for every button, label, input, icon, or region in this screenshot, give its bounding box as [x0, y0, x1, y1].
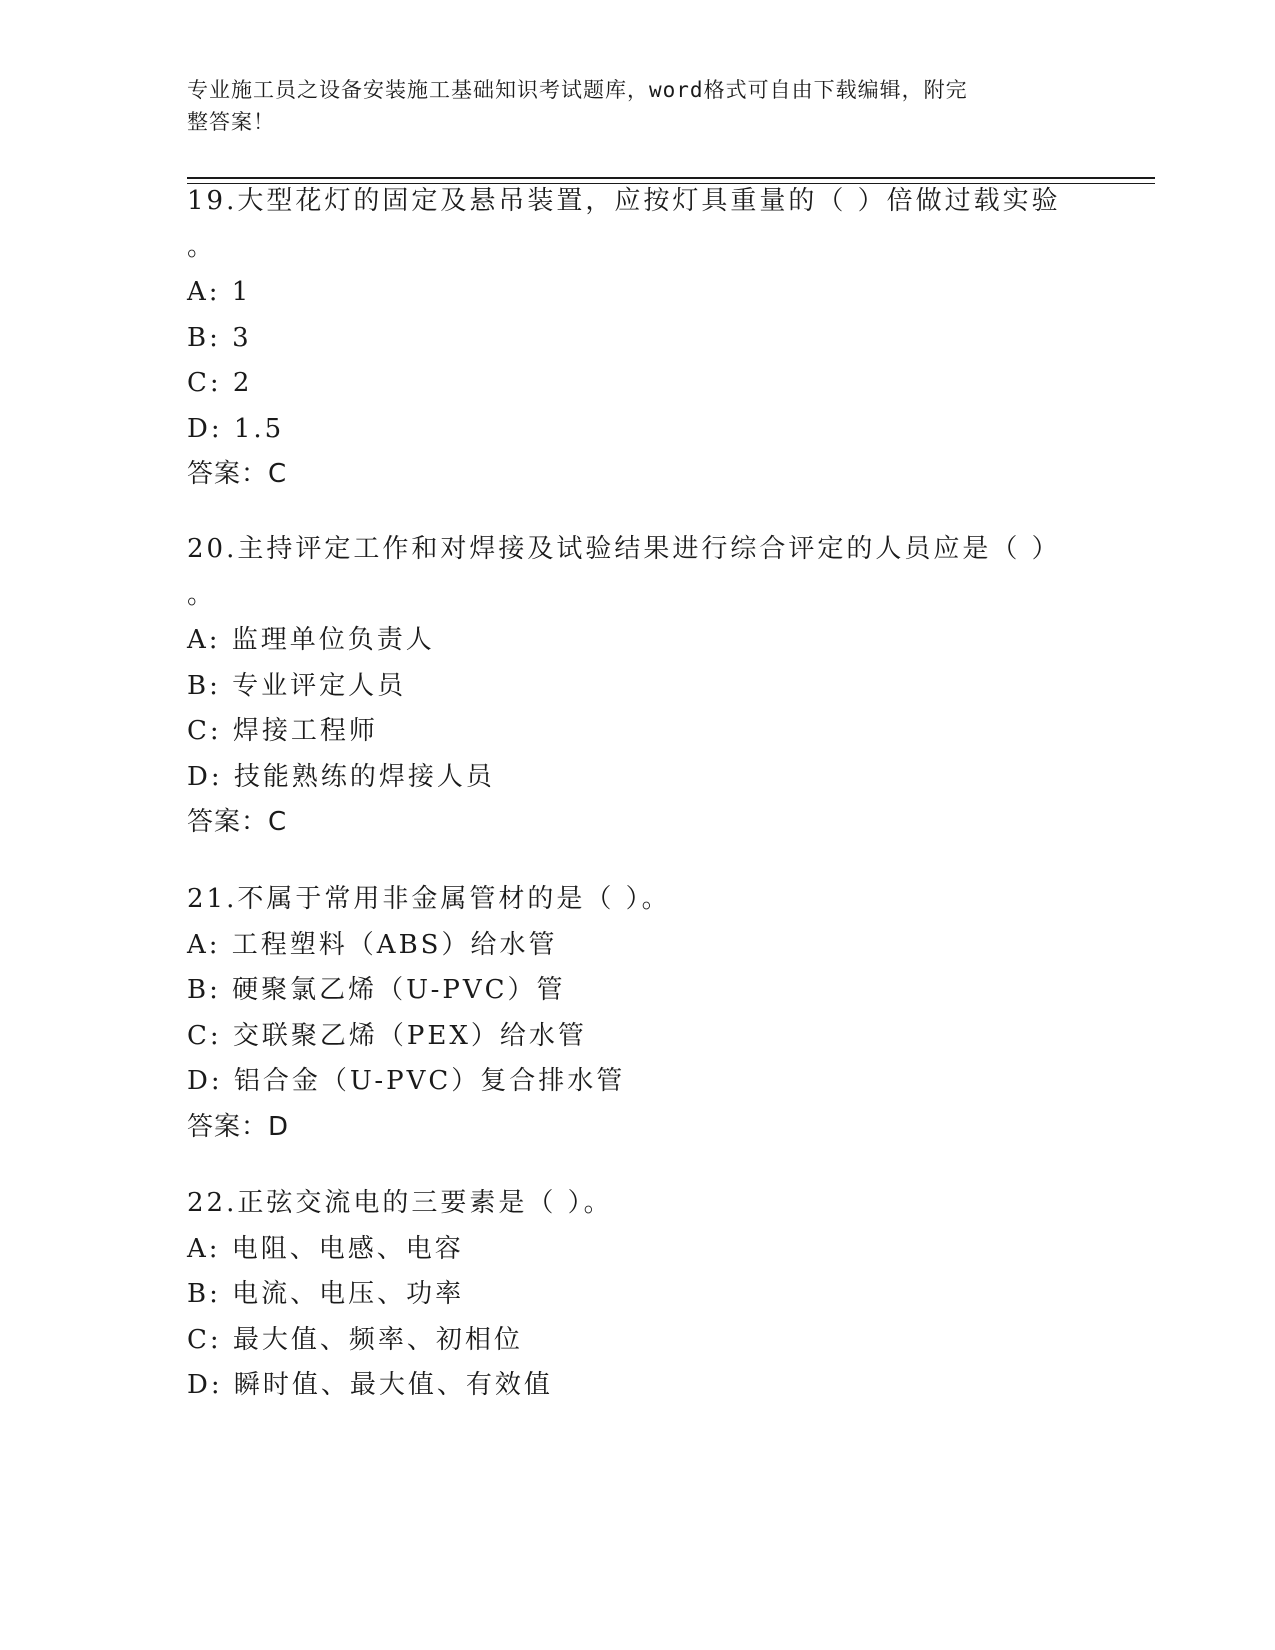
- option-d: D: 技能熟练的焊接人员: [187, 761, 495, 792]
- question-stem: 21.不属于常用非金属管材的是（ ）。: [187, 884, 671, 914]
- option-c: C: 2: [187, 368, 253, 398]
- question-22: [187, 1181, 1087, 1409]
- option-c: C: 交联聚乙烯（PEX）给水管: [187, 1020, 587, 1051]
- option-b: B: 电流、电压、功率: [187, 1279, 465, 1309]
- option-b: B: 硬聚氯乙烯（U-PVC）管: [187, 975, 566, 1005]
- option-b: B: 3: [187, 322, 252, 353]
- option-a: A: 监理单位负责人: [187, 625, 435, 655]
- question-stem: 22.正弦交流电的三要素是（ ）。: [187, 1188, 613, 1218]
- answer-label: 答案：C: [187, 459, 288, 489]
- document-header: [187, 74, 1067, 138]
- option-d: D: 瞬时值、最大值、有效值: [187, 1370, 553, 1400]
- question-stem-continuation: 。: [187, 579, 217, 610]
- option-a: A: 1: [187, 277, 252, 307]
- option-d: D: 铝合金（U-PVC）复合排水管: [187, 1066, 626, 1096]
- question-stem: 19.大型花灯的固定及悬吊装置，应按灯具重量的（ ）倍做过载实验: [187, 186, 1061, 216]
- option-c: C: 焊接工程师: [187, 716, 378, 746]
- question-21: [187, 877, 1087, 1150]
- answer-label: 答案：D: [187, 1111, 290, 1142]
- question-stem: 20.主持评定工作和对焊接及试验结果进行综合评定的人员应是（ ）: [187, 534, 1061, 564]
- answer-label: 答案：C: [187, 807, 288, 837]
- question-20: [187, 527, 1087, 846]
- option-a: A: 工程塑料（ABS）给水管: [187, 929, 558, 960]
- question-19: [187, 179, 1087, 498]
- header-line-2: 整答案！: [187, 110, 275, 134]
- option-c: C: 最大值、频率、初相位: [187, 1324, 523, 1355]
- question-stem-continuation: 。: [187, 231, 217, 262]
- option-b: B: 专业评定人员: [187, 670, 407, 701]
- option-a: A: 电阻、电感、电容: [187, 1233, 464, 1264]
- option-d: D: 1.5: [187, 413, 285, 444]
- header-line-1: 专业施工员之设备安装施工基础知识考试题库，word格式可自由下载编辑，附完: [187, 78, 968, 102]
